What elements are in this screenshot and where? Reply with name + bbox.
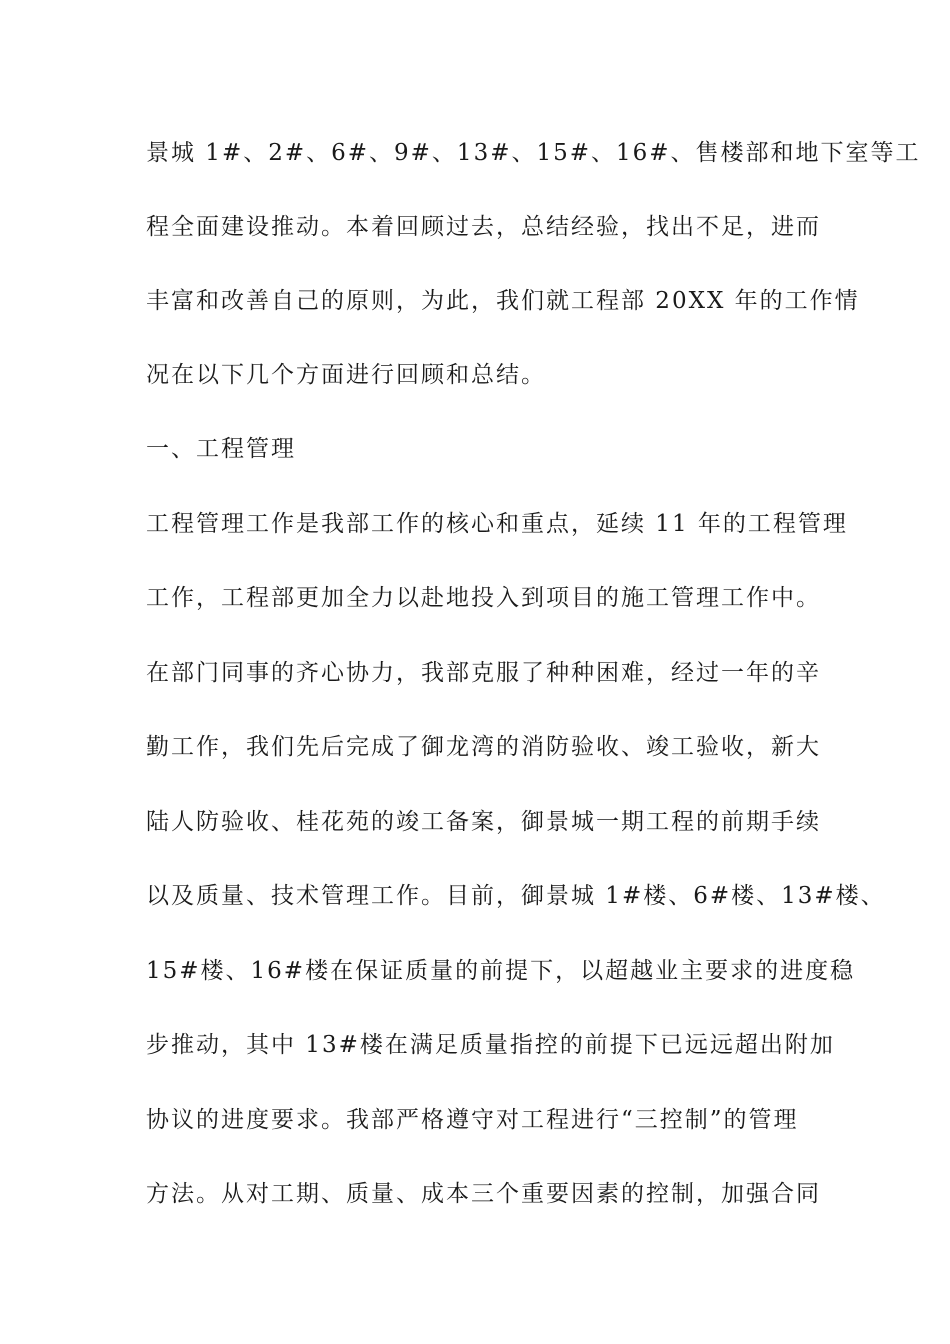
text-line-11: 以及质量、技术管理工作。目前，御景城 1#楼、6#楼、13#楼、: [146, 883, 886, 909]
text-line-15: 方法。从对工期、质量、成本三个重要因素的控制，加强合同: [146, 1181, 821, 1207]
text-line-4: 况在以下几个方面进行回顾和总结。: [146, 362, 546, 388]
section-heading: 一、工程管理: [146, 436, 296, 462]
text-line-14: 协议的进度要求。我部严格遵守对工程进行“三控制”的管理: [146, 1107, 799, 1133]
text-line-2: 程全面建设推动。本着回顾过去，总结经验，找出不足，进而: [146, 214, 821, 240]
text-line-10: 陆人防验收、桂花苑的竣工备案，御景城一期工程的前期手续: [146, 809, 821, 835]
text-line-7: 工作，工程部更加全力以赴地投入到项目的施工管理工作中。: [146, 585, 821, 611]
text-line-9: 勤工作，我们先后完成了御龙湾的消防验收、竣工验收，新大: [146, 734, 821, 760]
text-line-6: 工程管理工作是我部工作的核心和重点，延续 11 年的工程管理: [146, 511, 848, 537]
text-line-8: 在部门同事的齐心协力，我部克服了种种困难，经过一年的辛: [146, 660, 821, 686]
text-line-1: 景城 1#、2#、6#、9#、13#、15#、16#、售楼部和地下室等工: [146, 140, 921, 166]
text-line-3: 丰富和改善自己的原则，为此，我们就工程部 20XX 年的工作情: [146, 288, 860, 314]
text-line-13: 步推动，其中 13#楼在满足质量指控的前提下已远远超出附加: [146, 1032, 835, 1058]
text-line-12: 15#楼、16#楼在保证质量的前提下，以超越业主要求的进度稳: [146, 958, 856, 984]
